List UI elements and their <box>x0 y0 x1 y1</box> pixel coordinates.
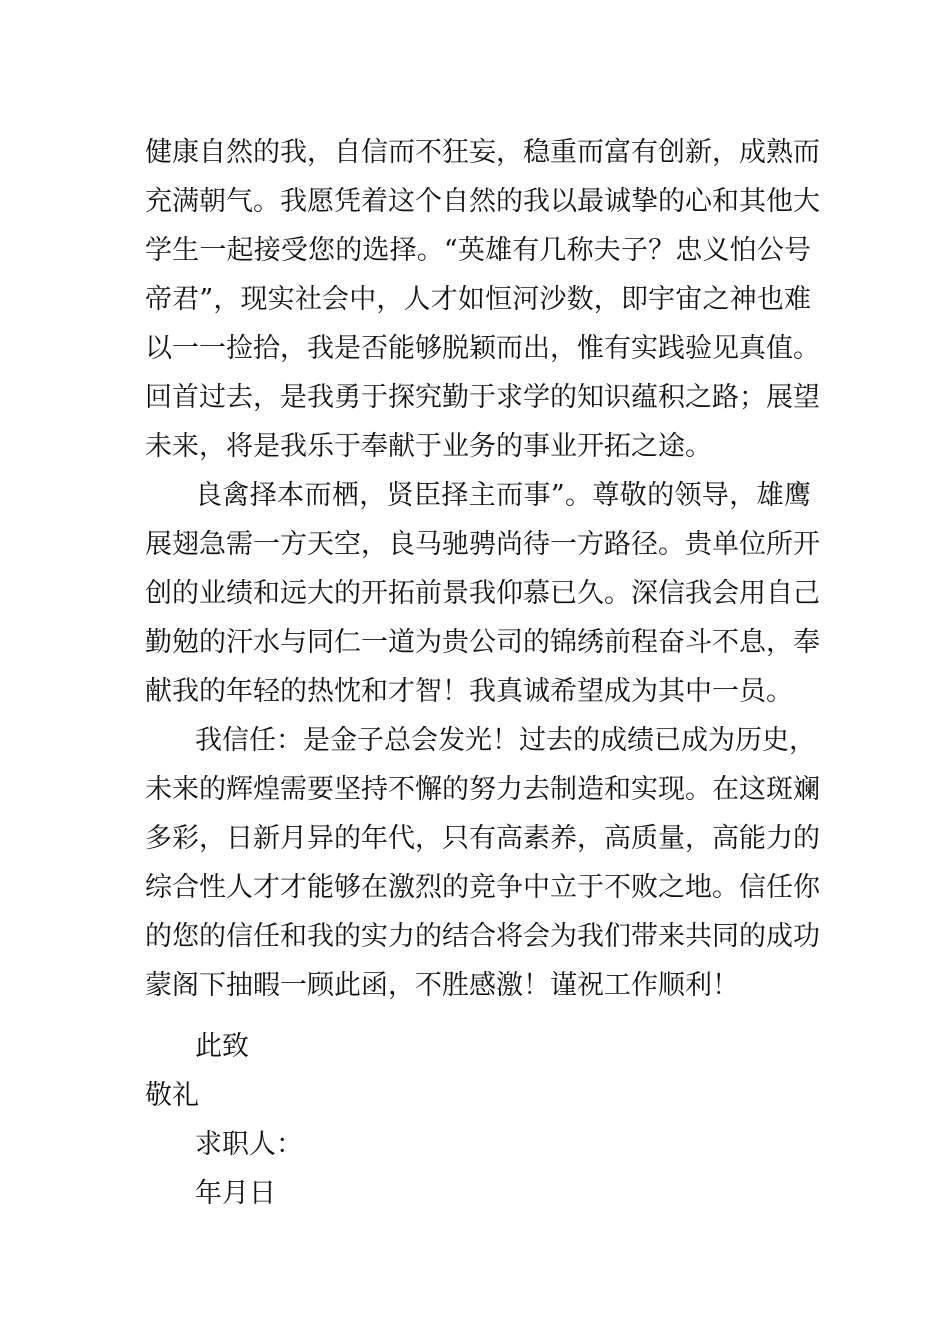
paragraph-3-line: 蒙阁下抽暇一顾此函，不胜感激！谨祝工作顺利！ <box>145 970 739 1001</box>
letter-body <box>145 128 820 1010</box>
paragraph-2-line: 创的业绩和远大的开拓前景我仰慕已久。深信我会用自己 <box>145 578 820 609</box>
closing-salutation: 此致 <box>195 1031 249 1062</box>
paragraph-3-line: 综合性人才才能够在激烈的竞争中立于不败之地。信任你 <box>145 872 820 903</box>
paragraph-1-line: 回首过去，是我勇于探究勤于求学的知识蕴积之路；展望 <box>145 382 820 413</box>
paragraph-2-line: 勤勉的汗水与同仁一道为贵公司的锦绣前程奋斗不息，奉 <box>145 627 820 658</box>
closing-regards: 敬礼 <box>145 1080 199 1111</box>
paragraph-2-line: 展翅急需一方天空，良马驰骋尚待一方路径。贵单位所开 <box>145 529 820 560</box>
applicant-label: 求职人： <box>195 1129 303 1160</box>
paragraph-3-line: 未来的辉煌需要坚持不懈的努力去制造和实现。在这斑斓 <box>145 774 820 805</box>
paragraph-1-line: 未来，将是我乐于奉献于业务的事业开拓之途。 <box>145 431 712 462</box>
date-label: 年月日 <box>195 1178 276 1209</box>
paragraph-1-line: 健康自然的我，自信而不狂妄，稳重而富有创新，成熟而 <box>145 137 820 168</box>
paragraph-2-line: 献我的年轻的热忱和才智！我真诚希望成为其中一员。 <box>145 676 793 707</box>
paragraph-1-line: 帝君”，现实社会中，人才如恒河沙数，即宇宙之神也难 <box>145 284 811 315</box>
paragraph-1-line: 以一一捡拾，我是否能够脱颖而出，惟有实践验见真值。 <box>145 333 820 364</box>
paragraph-3-line: 多彩，日新月异的年代，只有高素养，高质量，高能力的 <box>145 823 820 854</box>
paragraph-1-line: 充满朝气。我愿凭着这个自然的我以最诚挚的心和其他大 <box>145 186 820 217</box>
paragraph-3-line: 的您的信任和我的实力的结合将会为我们带来共同的成功 <box>145 921 820 952</box>
paragraph-2-line: 良禽择本而栖，贤臣择主而事”。尊敬的领导，雄鹰 <box>195 480 811 511</box>
paragraph-1-line: 学生一起接受您的选择。“英雄有几称夫子？忠义怕公号 <box>145 235 811 266</box>
paragraph-3-line: 我信任：是金子总会发光！过去的成绩已成为历史， <box>195 725 816 756</box>
